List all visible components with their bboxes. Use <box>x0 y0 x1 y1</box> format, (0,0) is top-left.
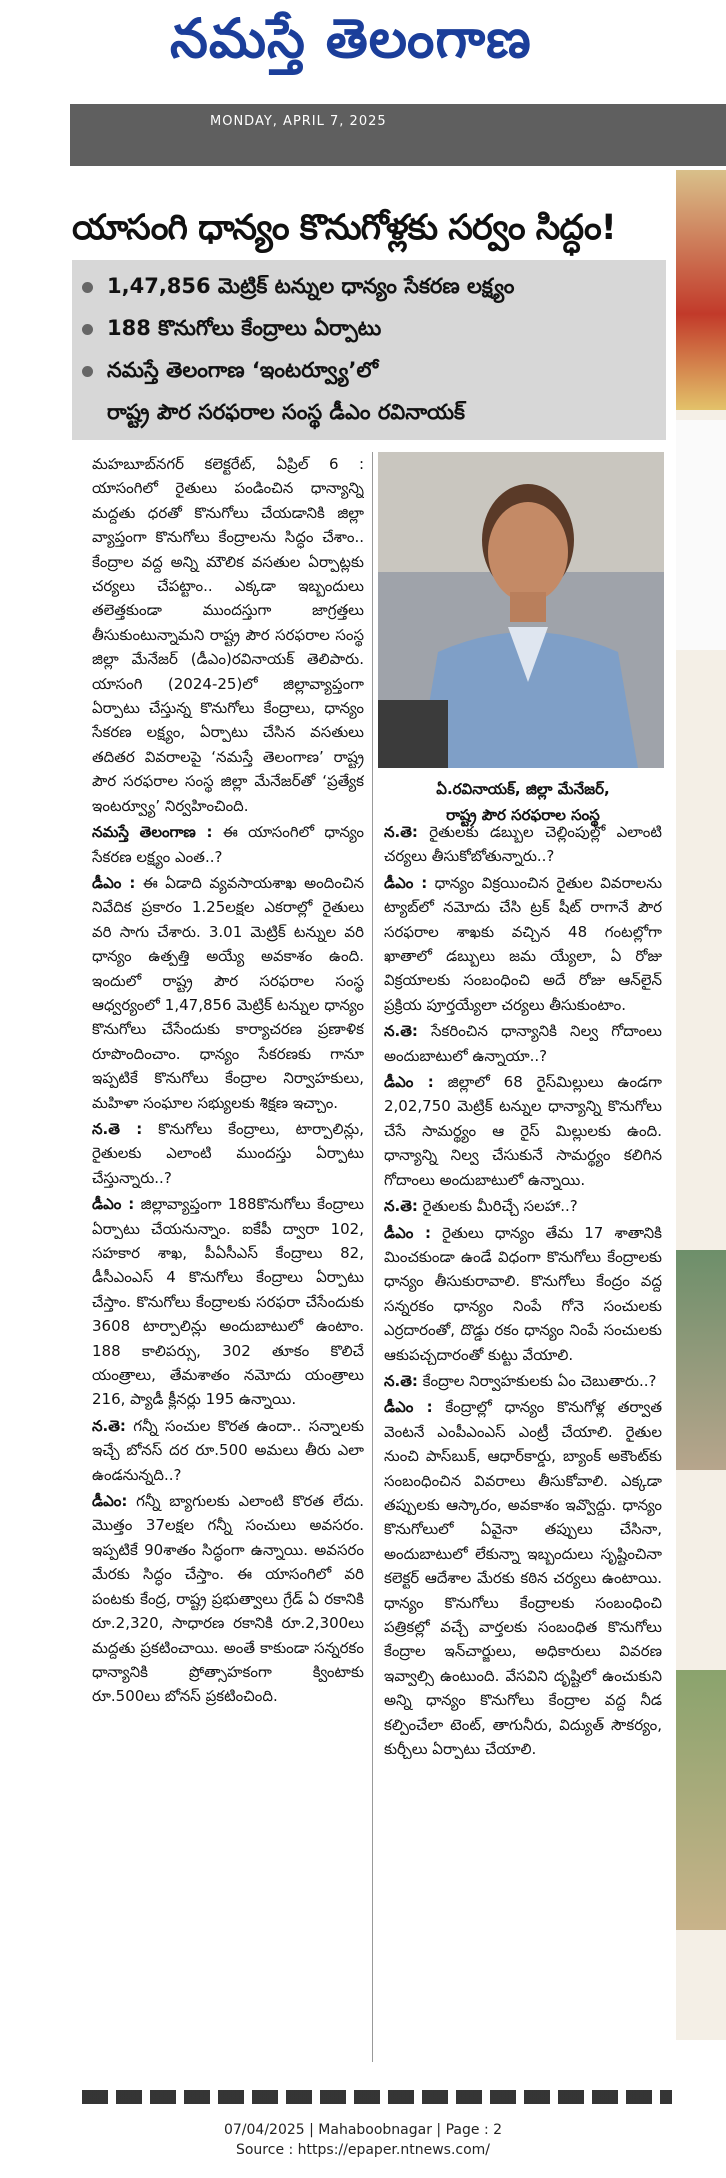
bullet-icon <box>82 324 93 335</box>
paragraph: డీఎం : జిల్లావ్యాప్తంగా 188కొనుగోలు కేంద్రాలు ఏర్పాటు చేయనున్నాం. ఐకేపీ ద్వారా 102, సహకార శాఖ, పీఏసీఎస్ కేంద్రాలు 82, డీసీఎంఎస్ 4 కొనుగోలు కేంద్రాలు ఏర్పాటు చేస్తాం. కొనుగోలు కేంద్రాలకు సరఫరా చేసేందుకు 3608 టార్పాలిన్లు అందుబాటులో ఉంటాం. 188 కాలిపర్సు, 302 తూకం కొలిచే యంత్రాలు, తేమశాతం నమోదు యంత్రాలు 216, ప్యాడీ క్లీనర్లు 195 ఉన్నాయి. <box>92 1195 364 1409</box>
highlight-item: నమస్తే తెలంగాణ ‘ఇంటర్వ్యూ’లో <box>82 358 378 388</box>
photo-caption: ఏ.రవినాయక్, జిల్లా మేనేజర్, రాష్ట్ర పౌర సరఫరాల సంస్థ <box>436 780 610 824</box>
highlight-item: 1,47,856 మెట్రిక్ టన్నుల ధాన్యం సేకరణ లక్ష్యం <box>82 274 514 304</box>
paragraph: మహబూబ్‌నగర్ కలెక్టరేట్, ఏప్రిల్ 6 : యాసంగిలో రైతులు పండించిన ధాన్యాన్ని మద్దతు ధరతో కొనుగోలు చేయడానికి జిల్లా వ్యాప్తంగా కొనుగోలు కేంద్రాలను సిద్ధం చేశాం.. కేంద్రాల వద్ద అన్ని మౌలిక వసతుల ఏర్పాట్లకు చర్యలు చేపట్టాం.. ఎక్కడా ఇబ్బందులు తలెత్తకుండా ముందస్తుగా జాగ్రత్తలు తీసుకుంటున్నామని రాష్ట్ర పౌర సరఫరాల సంస్థ జిల్లా మేనేజర్ (డీఎం)రవినాయక్ తెలిపారు. యాసంగి (2024-25)లో జిల్లావ్యాప్తంగా ఏర్పాటు చేస్తున్న కొనుగోలు కేంద్రాలు, ధాన్యం సేకరణ లక్ష్యం, ఏర్పాటు చేసిన వసతులు తదితర వివరాలపై ‘నమస్తే తెలంగాణ’ రాష్ట్ర పౌర సరఫరాల సంస్థ జిల్లా మేనేజర్‌తో ‘ప్రత్యేక ఇంటర్వ్యూ’ నిర్వహించింది. <box>92 455 364 815</box>
paragraph: డీఎం: గన్నీ బ్యాగులకు ఎలాంటి కొరత లేదు. మొత్తం 37లక్షల గన్నీ సంచులు అవసరం. ఇప్పటికే 90శాతం సిద్ధంగా ఉన్నాయి. అవసరం మేరకు సిద్ధం చేస్తాం. ఈ యాసంగిలో వరి పంటకు కేంద్ర, రాష్ట్ర ప్రభుత్వాలు గ్రేడ్ ఏ రకానికి రూ.2,320, సాధారణ రకానికి రూ.2,300లు మద్దతు ప్రకటించాయి. అంతే కాకుండా సన్నరకం ధాన్యానికి ప్రోత్సాహకంగా క్వింటాకు రూ.500లు బోనస్ ప్రకటించింది. <box>92 1492 364 1706</box>
paragraph: డీఎం : రైతులు ధాన్యం తేమ 17 శాతానికి మించకుండా ఉండే విధంగా కొనుగోలు కేంద్రాలకు ధాన్యం తీసుకురావాలి. కొనుగోలు కేంద్రం వద్ద సన్నరకం ధాన్యం నింపే గోనె సంచులకు ఎర్రదారంతో, దొడ్డు రకం ధాన్యం నింపే సంచులకు ఆకుపచ్చదారంతో కుట్టు వేయాలి. <box>384 1223 662 1364</box>
paragraph: డీఎం : జిల్లాలో 68 రైస్‌మిల్లులు ఉండగా 2,02,750 మెట్రిక్ టన్నుల ధాన్యాన్ని కొనుగోలు చేసే సామర్థ్యం ఆ రైస్ మిల్లులకు ఉంది. ధాన్యాన్ని నిల్వ చేసుకునే సామర్థ్యం కలిగిన గోదాంలు అందుబాటులో ఉన్నాయి. <box>384 1073 662 1189</box>
article-column-right <box>384 820 662 2060</box>
footer-info: 07/04/2025 | Mahaboobnagar | Page : 2 <box>223 2122 503 2138</box>
issue-date: MONDAY, APRIL 7, 2025 <box>210 114 387 129</box>
adjacent-page-strip <box>676 170 726 2040</box>
portrait-photo <box>378 452 664 768</box>
newspaper-logo: నమస్తే తెలంగాణ <box>170 6 532 70</box>
next-headline-stub <box>82 2082 672 2104</box>
bullet-icon <box>82 282 93 293</box>
date-bar <box>70 104 726 166</box>
paragraph: న.తె: గన్నీ సంచుల కొరత ఉందా.. సన్నాలకు ఇచ్చే బోనస్ దర రూ.500 అమలు తీరు ఎలా ఉండనున్నది..? <box>92 1416 364 1484</box>
masthead <box>0 0 726 100</box>
paragraph: డీఎం : కేంద్రాల్లో ధాన్యం కొనుగోళ్ల తర్వాత వెంటనే ఎంపీఎంఎస్ ఎంట్రీ చేయాలి. రైతుల నుంచి పాస్‌బుక్, ఆధార్‌కార్డు, బ్యాంక్ అకౌంట్‌కు సంబంధించిన వివరాలు తీసుకోవాలి. ఎక్కడా తప్పులకు ఆస్కారం, అవకాశం ఇవ్వొద్దు. ధాన్యం కొనుగోలులో ఏవైనా తప్పులు చేసినా, అందుబాటులో లేకున్నా ఇబ్బందులు సృష్టించినా కలెక్టర్ ఆదేశాల మేరకు కఠిన చర్యలు ఉంటాయి. ధాన్యం కొనుగోలు కేంద్రాలకు సంబంధించి పత్రికల్లో వచ్చే వార్తలకు సంబంధిత కొనుగోలు కేంద్రాల ఇన్‌చార్జులు, అధికారులు వివరణ ఇవ్వాల్సి ఉంటుంది. వేసవిని దృష్టిలో ఉంచుకుని అన్ని ధాన్యం కొనుగోలు కేంద్రాల వద్ద నీడ కల్పించేలా టెంట్, తాగునీరు, విద్యుత్ సౌకర్యం, కుర్చీలు ఏర్పాటు చేయాలి. <box>384 1398 662 1759</box>
paragraph: న.తె: కేంద్రాల నిర్వాహకులకు ఏం చెబుతారు..? <box>384 1371 657 1390</box>
footer-source: Source : https://epaper.ntnews.com/ <box>235 2142 491 2158</box>
highlight-item: రాష్ట్ర పౌర సరఫరాల సంస్థ డీఎం రవినాయక్ <box>107 400 466 424</box>
adjacent-image <box>676 170 726 410</box>
paragraph: డీఎం : ధాన్యం విక్రయించిన రైతుల వివరాలను ట్యాబ్‌లో నమోదు చేసి ట్రక్ షీట్ రాగానే పౌర సరఫరాల శాఖకు వచ్చిన 48 గంటల్లోగా ఖాతాలో డబ్బులు జమ య్యేలా, ఏ రోజు విక్రయాలకు సంబంధించి అదే రోజు ఆన్‌లైన్ ప్రక్రియ పూర్తయ్యేలా చర్యలు తీసుకుంటాం. <box>384 873 662 1014</box>
paragraph: న.తె: రైతులకు మీరిచ్చే సలహా..? <box>384 1197 578 1216</box>
bullet-icon <box>82 366 93 377</box>
paragraph: న.తె : కొనుగోలు కేంద్రాలు, టార్పాలిన్లు, రైతులకు ఎలాంటి ముందస్తు ఏర్పాటు చేస్తున్నారు..? <box>92 1119 364 1187</box>
adjacent-image <box>676 1250 726 1470</box>
column-divider <box>372 452 373 2062</box>
paragraph: నమస్తే తెలంగాణ : ఈ యాసంగిలో ధాన్యం సేకరణ లక్ష్యం ఎంత..? <box>92 823 364 866</box>
headline: యాసంగి ధాన్యం కొనుగోళ్లకు సర్వం సిద్ధం! <box>72 208 616 248</box>
page-footer <box>0 2120 726 2160</box>
article-column-left <box>92 452 364 2062</box>
paragraph: న.తె: సేకరించిన ధాన్యానికి నిల్వ గోదాంలు అందుబాటులో ఉన్నాయా..? <box>384 1022 662 1065</box>
adjacent-image <box>676 1670 726 1930</box>
highlight-item: 188 కొనుగోలు కేంద్రాలు ఏర్పాటు <box>82 316 381 346</box>
paragraph: న.తె: రైతులకు డబ్బుల చెల్లింపుల్లో ఎలాంటి చర్యలు తీసుకోబోతున్నారు..? <box>384 823 662 866</box>
highlights-box <box>72 260 666 440</box>
person-icon <box>378 452 664 768</box>
paragraph: డీఎం : ఈ ఏడాది వ్యవసాయశాఖ అందించిన నివేదిక ప్రకారం 1.25లక్షల ఎకరాల్లో రైతులు వరి సాగు చేశారు. 3.01 మెట్రిక్ టన్నుల వరి ధాన్యం ఉత్పత్తి అయ్యే అవకాశం ఉంది. ఇందులో రాష్ట్ర పౌర సరఫరాల సంస్థ ఆధ్వర్యంలో 1,47,856 మెట్రిక్ టన్నుల ధాన్యం కొనుగోలు చేసేందుకు కార్యాచరణ ప్రణాళిక రూపొందించాం. ధాన్యం సేకరణకు గానూ ఇప్పటికే కొనుగోలు కేంద్రాల నిర్వాహకులు, మహిళా సంఘాల సభ్యులకు శిక్షణ ఇచ్చాం. <box>92 873 364 1112</box>
